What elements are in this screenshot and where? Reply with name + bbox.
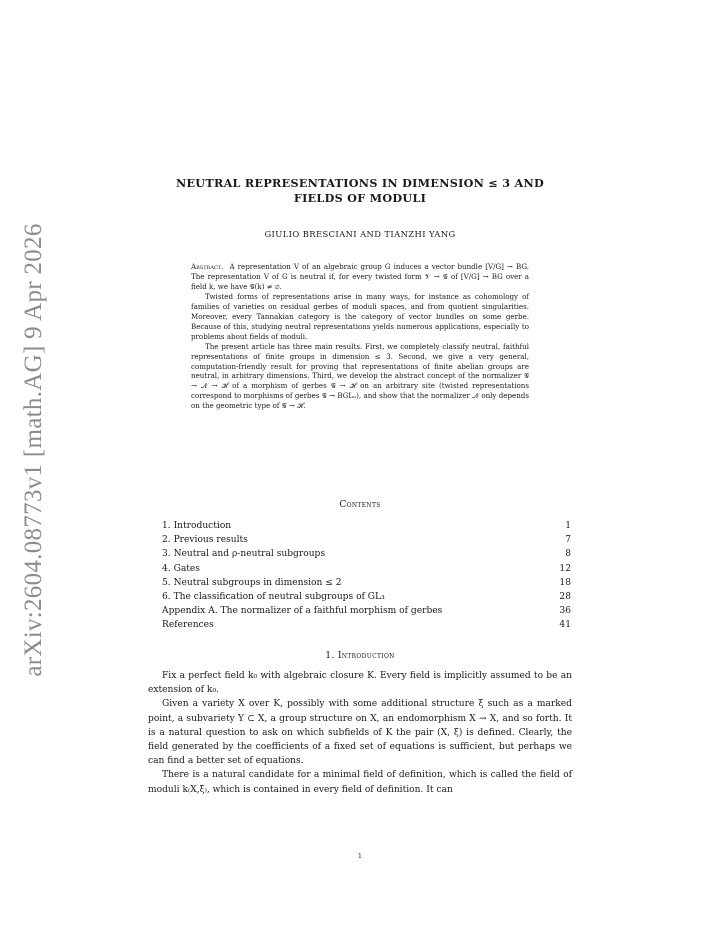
abstract-label: Abstract.: [191, 262, 224, 271]
body-paragraph-3: There is a natural candidate for a minimal field of definition, which is called the field of moduli k₍X,ξ₎, which is contained in every field of definition. It can: [148, 770, 572, 795]
body-paragraph-1: Fix a perfect field k₀ with algebraic closure K. Every field is implicitly assumed to be an extension of k₀.: [148, 671, 572, 696]
toc-entry[interactable]: [162, 604, 571, 618]
toc-entry[interactable]: [162, 576, 571, 590]
toc-page: 7: [565, 535, 571, 546]
toc-page: 12: [559, 563, 571, 574]
toc-page: 1: [565, 521, 571, 531]
table-of-contents: [162, 519, 571, 633]
section-heading: 1. Introduction: [325, 650, 395, 661]
toc-page: 36: [559, 606, 571, 617]
toc-label: 3. Neutral and ρ-neutral subgroups: [162, 549, 326, 560]
body-paragraph-2: Given a variety X over K, possibly with some additional structure ξ such as a marked point, a subvariety Y ⊂ X, a group structure on X, an endomorphism X → X, and so forth. It is a natural question to ask on which subfields of K the pair (X, ξ) is defined. Clearly, the field generated by the coefficients of a fixed set of equations is sufficient, but perhaps we can find a better set of equations.: [148, 699, 572, 767]
toc-entry[interactable]: [162, 547, 571, 561]
toc-label: 2. Previous results: [162, 535, 248, 546]
abstract: [191, 262, 529, 411]
toc-label: 4. Gates: [162, 563, 200, 574]
page-number: 1: [357, 852, 363, 860]
arxiv-identifier: [14, 223, 54, 677]
abstract-paragraph-1: [191, 262, 529, 292]
toc-page: 18: [559, 577, 571, 588]
toc-entry[interactable]: [162, 533, 571, 547]
toc-label: References: [162, 620, 214, 631]
paper-title: NEUTRAL REPRESENTATIONS IN DIMENSION ≤ 3 AND FIELDS OF MODULI: [175, 176, 545, 205]
toc-page: 28: [559, 591, 571, 602]
toc-label: 1. Introduction: [162, 521, 232, 531]
contents-heading: Contents: [339, 499, 381, 510]
toc-entry[interactable]: [162, 590, 571, 604]
toc-entry[interactable]: [162, 562, 571, 576]
toc-label: Appendix A. The normalizer of a faithful morphism of gerbes: [162, 606, 443, 617]
body-text: [148, 669, 572, 797]
arxiv-id-text: arXiv:2604.08773v1 [math.AG] 9 Apr 2026: [20, 223, 47, 677]
abstract-text-1: A representation V of an algebraic group G induces a vector bundle [V/G] → BG. The representation V of G is neutral if, for every twisted form 𝒱 → 𝒢 of [V/G] → BG over a field k, we have 𝒢(k) ≠ ∅.: [191, 262, 529, 291]
toc-page: 41: [559, 620, 571, 631]
toc-entry[interactable]: [162, 618, 571, 632]
toc-page: 8: [565, 549, 571, 560]
toc-entry[interactable]: [162, 519, 571, 533]
toc-label: 6. The classification of neutral subgroups of GL₃: [162, 591, 385, 602]
toc-label: 5. Neutral subgroups in dimension ≤ 2: [162, 577, 342, 588]
abstract-paragraph-3: The present article has three main results. First, we completely classify neutral, faithful representations of finite groups in dimension ≤ 3. Second, we give a very general, computation-friendly result for proving that representations of finite abelian groups are neutral, in arbitrary dimensions. Third, we develop the abstract concept of the normalizer 𝒢 → 𝒩 → ℋ of a morphism of gerbes 𝒢 → ℋ on an arbitrary site (twisted representations correspond to morphisms of gerbes 𝒢 → BGLₙ), and show that the normalizer 𝒩 only depends on the geometric type of 𝒢 → ℋ.: [191, 341, 529, 411]
paper-authors: GIULIO BRESCIANI AND TIANZHI YANG: [264, 229, 456, 239]
abstract-paragraph-2: Twisted forms of representations arise in many ways, for instance as cohomology of families of varieties on residual gerbes of moduli spaces, and from quotient singularities. Moreover, every Tannakian category is the category of vector bundles on some gerbe. Because of this, studying neutral representations yields numerous applications, especially to problems about fields of moduli.: [191, 291, 529, 341]
